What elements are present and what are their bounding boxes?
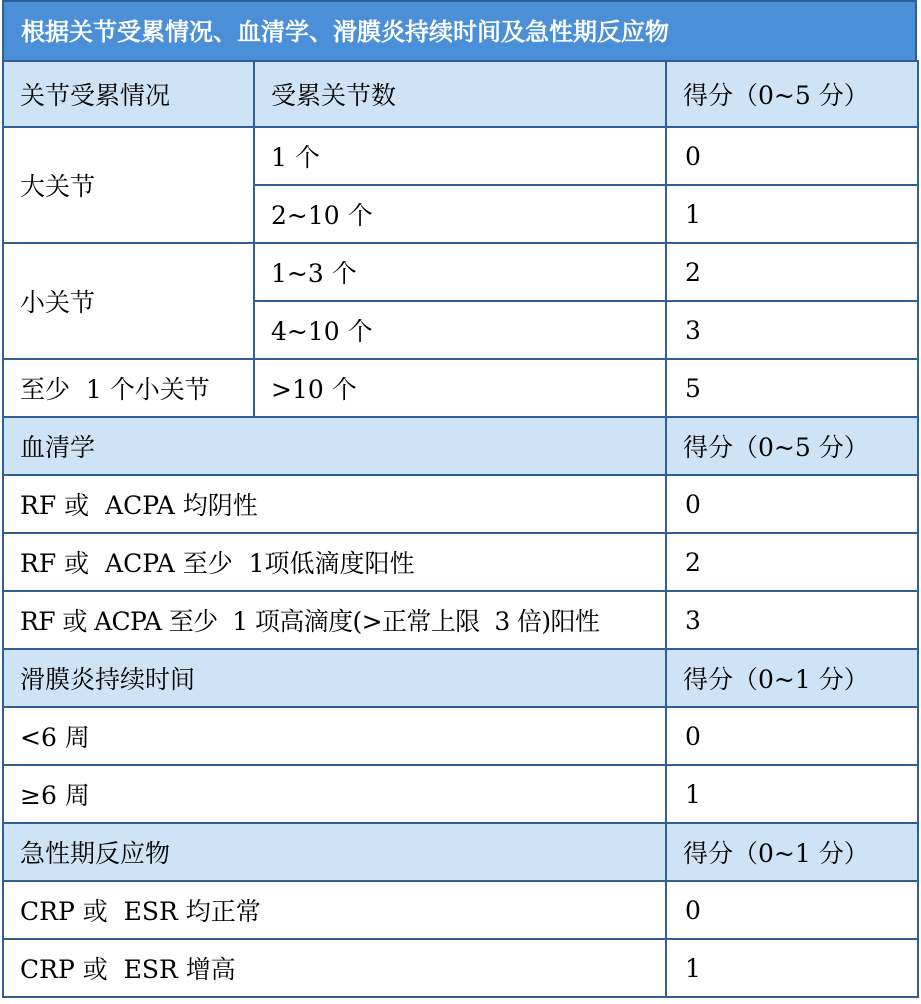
acute-score: 0 xyxy=(666,881,918,939)
large-joint-label: 大关节 xyxy=(3,127,254,243)
acute-score: 1 xyxy=(666,939,918,997)
synovitis-score-header: 得分（0~1 分） xyxy=(666,649,918,707)
joints-col1-header: 关节受累情况 xyxy=(3,61,254,127)
serology-score: 2 xyxy=(666,533,918,591)
acute-score-header: 得分（0~1 分） xyxy=(666,823,918,881)
table-row xyxy=(3,591,918,649)
synovitis-criterion: ≥6 周 xyxy=(3,765,666,823)
table-row xyxy=(3,243,918,301)
serology-criterion: RF 或 ACPA 至少 1 项高滴度(>正常上限 3 倍)阳性 xyxy=(3,591,666,649)
table-title: 根据关节受累情况、血清学、滑膜炎持续时间及急性期反应物 xyxy=(2,0,917,60)
serology-header-row xyxy=(3,417,918,475)
synovitis-score: 0 xyxy=(666,707,918,765)
serology-header: 血清学 xyxy=(3,417,666,475)
joint-count: 4~10 个 xyxy=(254,301,666,359)
joint-score: 3 xyxy=(666,301,918,359)
table-row xyxy=(3,939,918,997)
acute-criterion: CRP 或 ESR 均正常 xyxy=(3,881,666,939)
joint-count: 2~10 个 xyxy=(254,185,666,243)
joint-count: >10 个 xyxy=(254,359,666,417)
small-joint-label: 小关节 xyxy=(3,243,254,359)
joint-score: 2 xyxy=(666,243,918,301)
serology-criterion: RF 或 ACPA 至少 1项低滴度阳性 xyxy=(3,533,666,591)
acute-header: 急性期反应物 xyxy=(3,823,666,881)
synovitis-header-row xyxy=(3,649,918,707)
acute-header-row xyxy=(3,823,918,881)
joint-score: 0 xyxy=(666,127,918,185)
joint-count: 1~3 个 xyxy=(254,243,666,301)
serology-score-header: 得分（0~5 分） xyxy=(666,417,918,475)
synovitis-score: 1 xyxy=(666,765,918,823)
joint-score: 5 xyxy=(666,359,918,417)
table-row xyxy=(3,359,918,417)
synovitis-criterion: <6 周 xyxy=(3,707,666,765)
synovitis-header: 滑膜炎持续时间 xyxy=(3,649,666,707)
joint-count: 1 个 xyxy=(254,127,666,185)
joints-header-row xyxy=(3,61,918,127)
acute-criterion: CRP 或 ESR 增高 xyxy=(3,939,666,997)
joints-col2-header: 受累关节数 xyxy=(254,61,666,127)
serology-score: 3 xyxy=(666,591,918,649)
joints-col3-header: 得分（0~5 分） xyxy=(666,61,918,127)
table-row xyxy=(3,475,918,533)
serology-score: 0 xyxy=(666,475,918,533)
table-row xyxy=(3,707,918,765)
table-row xyxy=(3,127,918,185)
table-row xyxy=(3,533,918,591)
table-row xyxy=(3,881,918,939)
atleast-small-joint-label: 至少 1 个小关节 xyxy=(3,359,254,417)
joint-score: 1 xyxy=(666,185,918,243)
serology-criterion: RF 或 ACPA 均阴性 xyxy=(3,475,666,533)
table-row xyxy=(3,765,918,823)
criteria-table xyxy=(2,60,919,998)
